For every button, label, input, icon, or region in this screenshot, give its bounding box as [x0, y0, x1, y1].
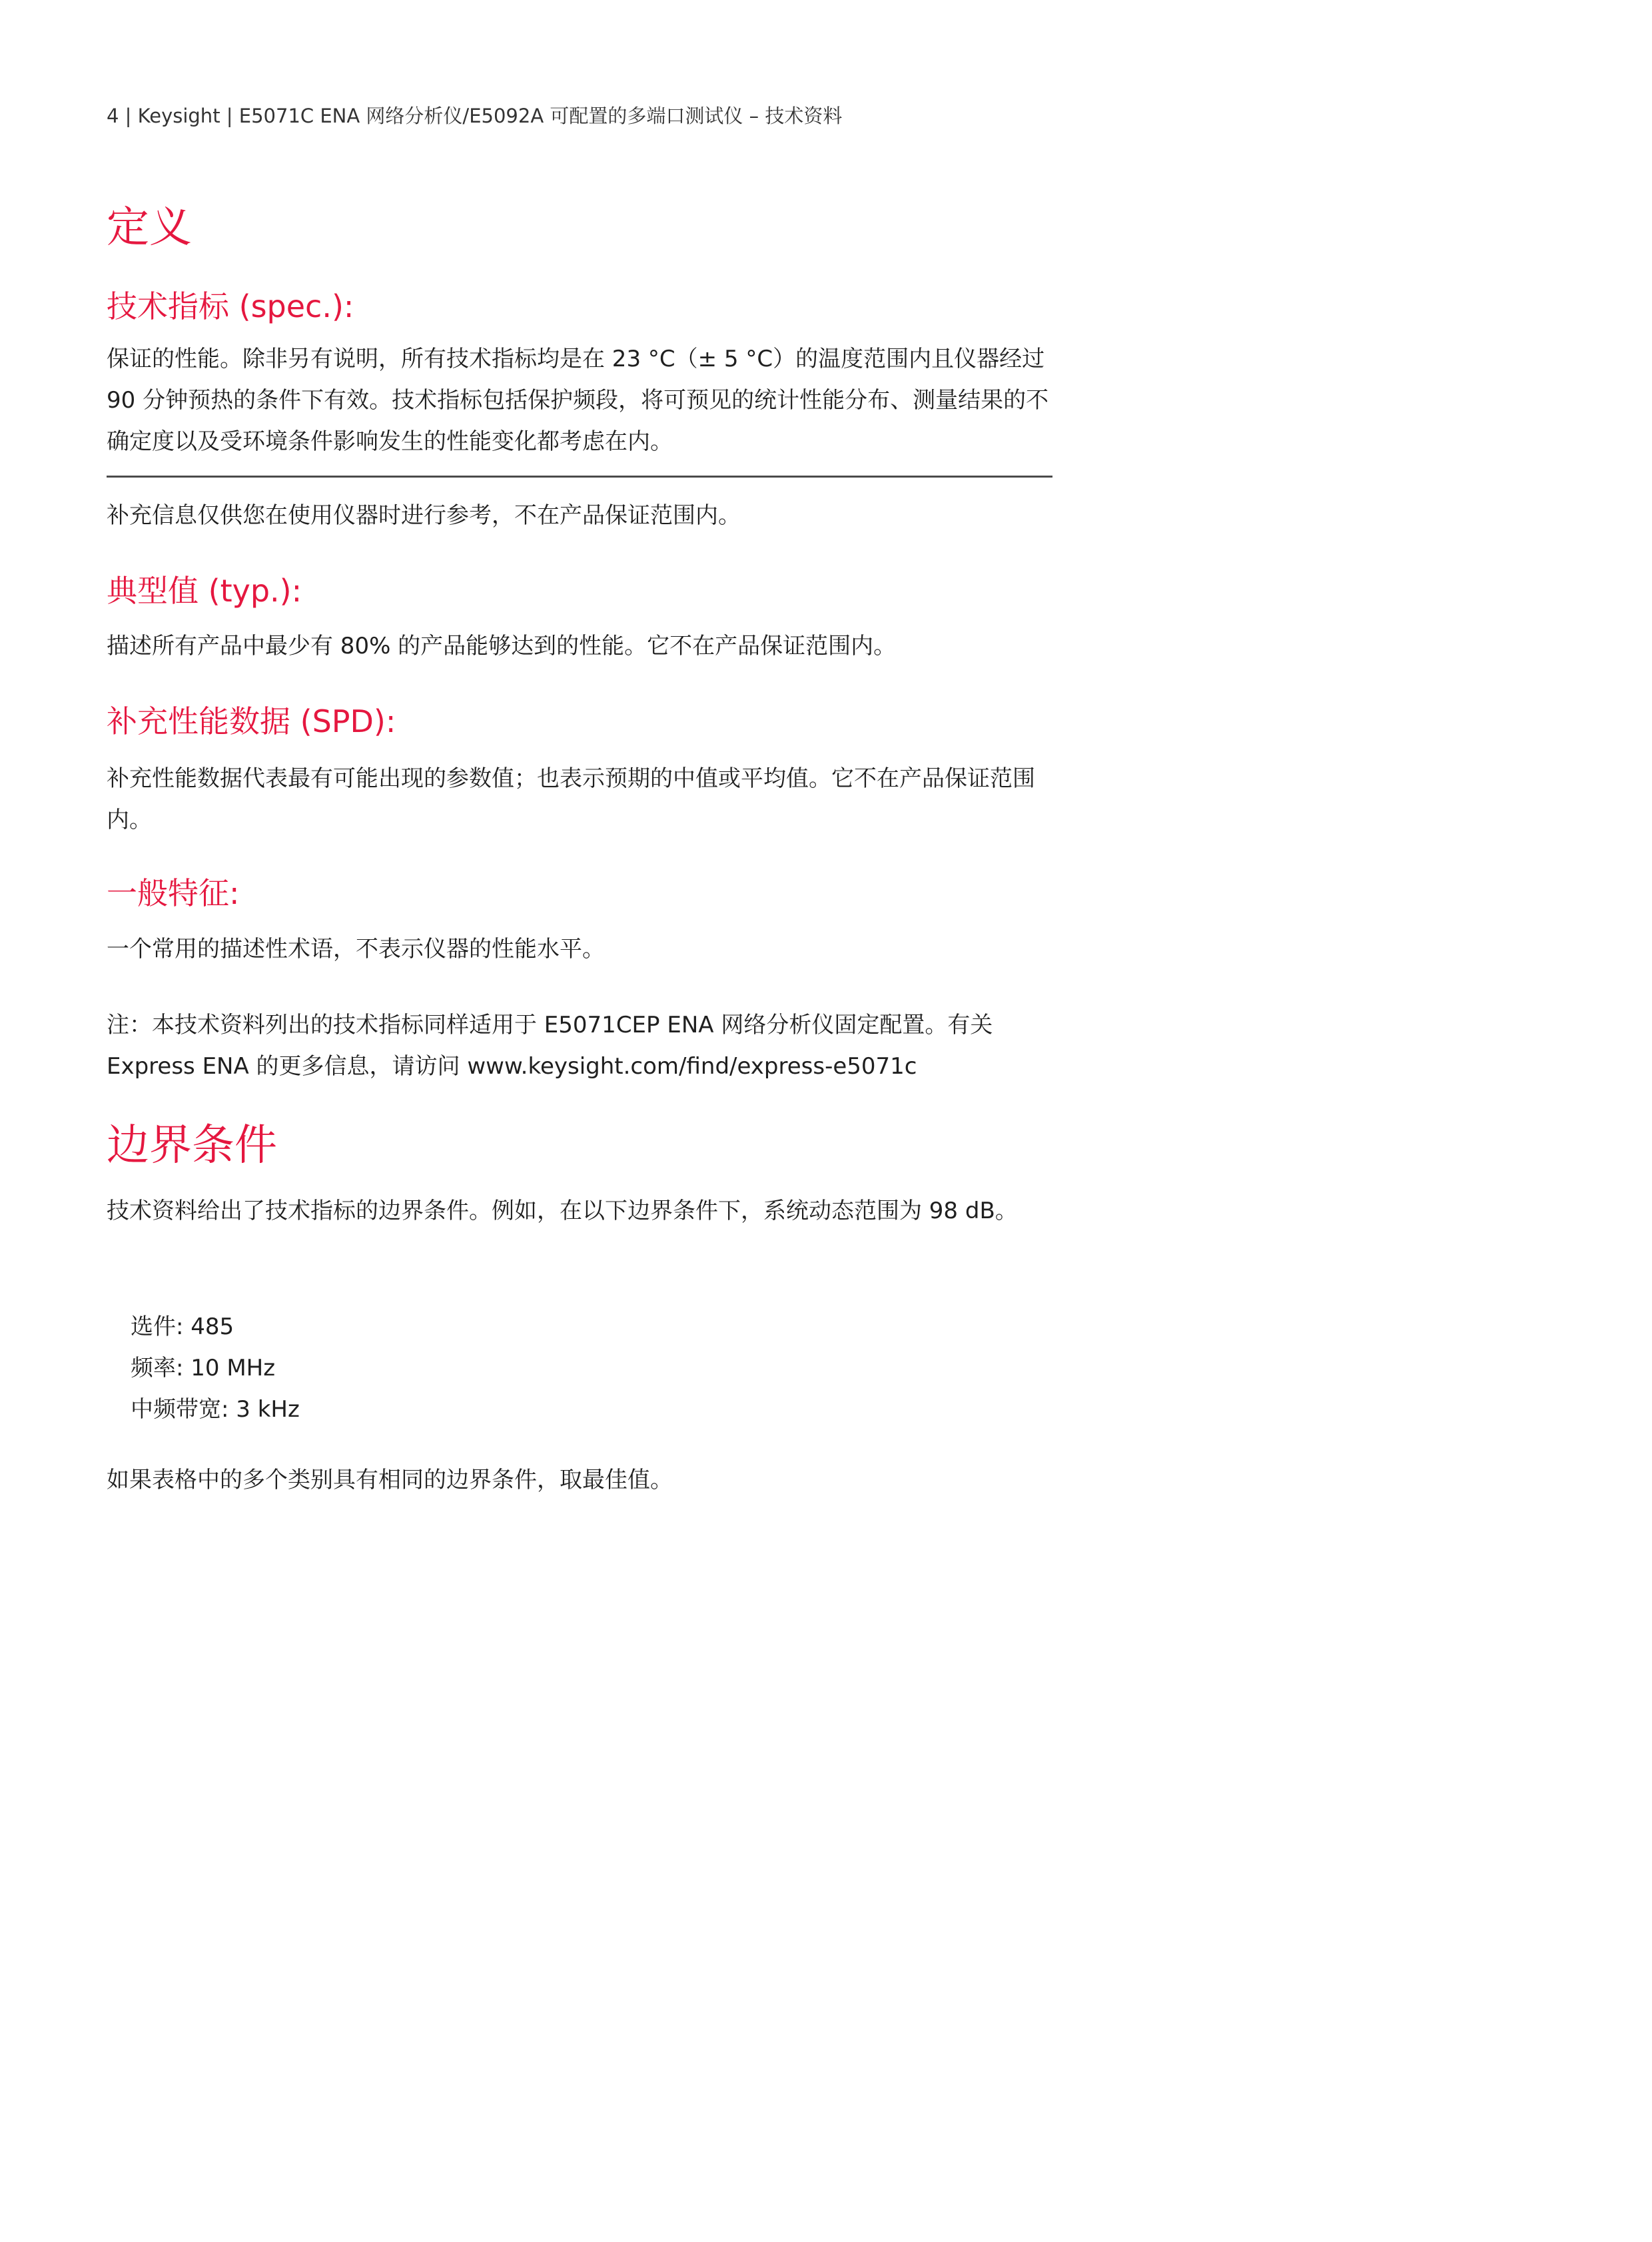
running-header: 4 | Keysight | E5071C ENA 网络分析仪/E5092A 可配置的多端口测试仪 – 技术资料 [107, 105, 843, 127]
boundary-intro: 技术资料给出了技术指标的边界条件。例如，在以下边界条件下，系统动态范围为 98 dB。 [107, 1198, 1018, 1224]
spec-heading: 技术指标 (spec.): [107, 288, 354, 324]
supplemental-note: 补充信息仅供您在使用仪器时进行参考，不在产品保证范围内。 [107, 502, 741, 529]
spd-body: 补充性能数据代表最有可能出现的参数值；也表示预期的中值或平均值。它不在产品保证范围内。 [107, 765, 1035, 833]
boundary-closing: 如果表格中的多个类别具有相同的边界条件，取最佳值。 [107, 1467, 673, 1493]
typ-heading: 典型值 (typ.): [107, 573, 302, 609]
condition-option: 选件: 485 [131, 1313, 234, 1340]
section-title-definitions: 定义 [107, 203, 192, 252]
typ-body: 描述所有产品中最少有 80% 的产品能够达到的性能。它不在产品保证范围内。 [107, 633, 897, 659]
condition-if-bandwidth: 中频带宽: 3 kHz [131, 1396, 300, 1423]
spec-body: 保证的性能。除非另有说明，所有技术指标均是在 23 °C（± 5 °C）的温度范围内且仪器经过 90 分钟预热的条件下有效。技术指标包括保护频段，将可预见的统计性能分布、测量结果的不确定度以及受环境条件影响发生的性能变化都考虑在内。 [107, 346, 1049, 455]
divider-rule [107, 476, 1052, 478]
section-title-boundary: 边界条件 [107, 1121, 277, 1170]
spd-heading: 补充性能数据 (SPD): [107, 703, 396, 739]
general-body: 一个常用的描述性术语，不表示仪器的性能水平。 [107, 936, 605, 962]
general-heading: 一般特征: [107, 875, 240, 911]
condition-frequency: 频率: 10 MHz [131, 1355, 276, 1381]
boundary-conditions-list [131, 1306, 300, 1430]
applicability-note: 注：本技术资料列出的技术指标同样适用于 E5071CEP ENA 网络分析仪固定配置。有关 Express ENA 的更多信息，请访问 www.keysight.com/find/express-e5071c [107, 1012, 993, 1080]
